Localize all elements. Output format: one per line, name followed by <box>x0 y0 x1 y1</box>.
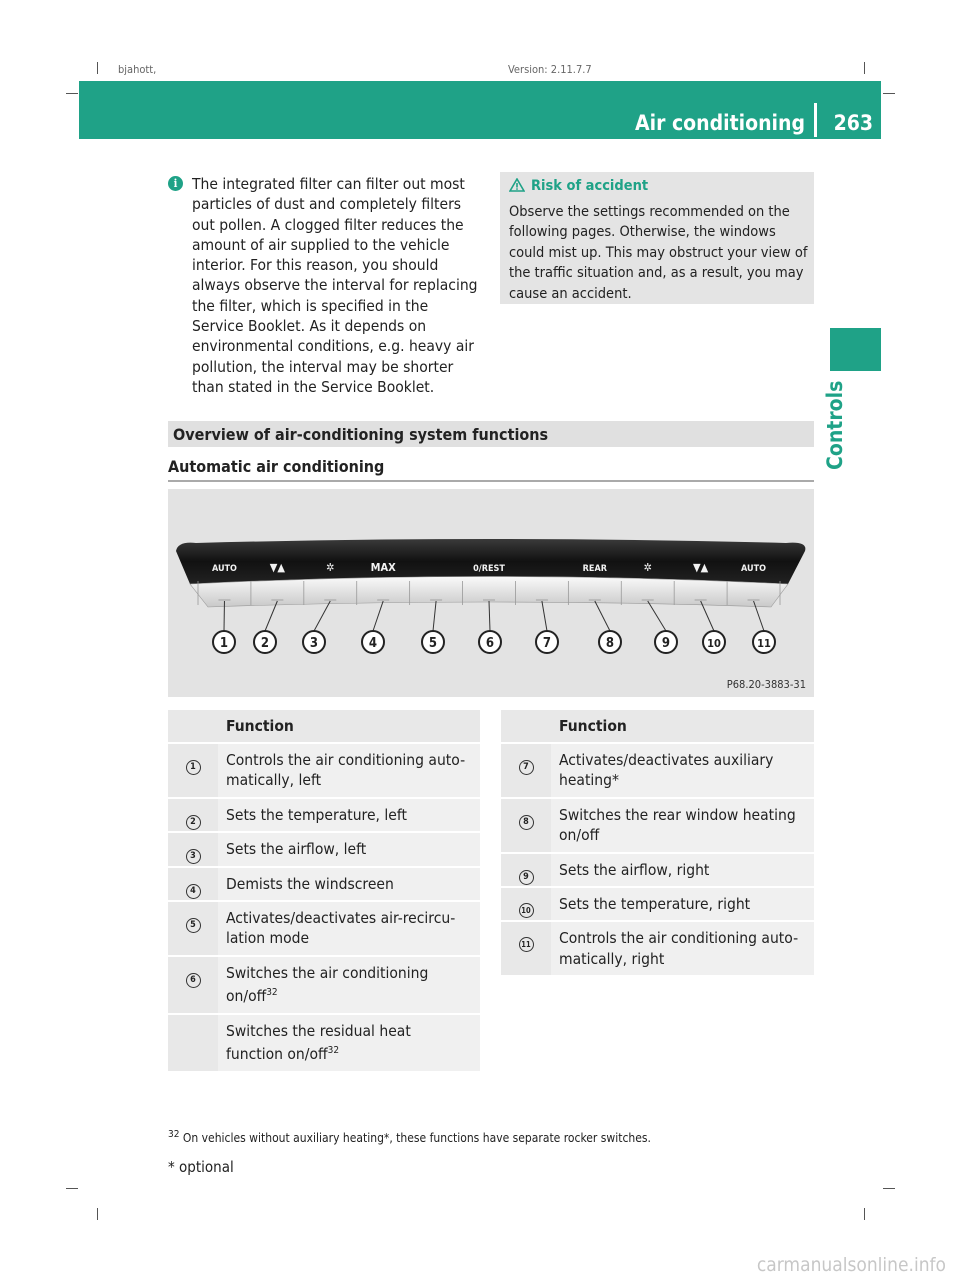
key-label: ✲ <box>643 561 652 574</box>
callout-label: 11 <box>757 637 771 650</box>
figure-code: P68.20-3883-31 <box>726 678 806 691</box>
callout-leader <box>542 601 547 631</box>
row-number-cell <box>501 798 551 853</box>
warning-box <box>500 172 814 304</box>
callout-leader <box>648 601 666 631</box>
row-description <box>218 743 480 798</box>
crop-mark <box>97 62 98 74</box>
key-indicator <box>695 599 707 601</box>
table-header-function: Function <box>551 710 814 743</box>
row-number-cell <box>501 921 551 976</box>
key-indicator <box>748 599 760 601</box>
callout-label: 3 <box>309 636 319 651</box>
side-tab-marker <box>830 328 881 371</box>
key-label: 0/REST <box>473 564 505 574</box>
table-header-row <box>168 710 480 743</box>
table-row <box>501 853 814 887</box>
callout-leader <box>265 601 277 631</box>
table-row <box>168 867 480 901</box>
callout-number: 9 <box>519 870 534 885</box>
row-number-cell <box>168 743 218 798</box>
key-label: REAR <box>582 564 607 574</box>
header-separator <box>814 103 817 137</box>
key-indicator <box>218 599 230 601</box>
row-description <box>551 921 814 976</box>
row-description <box>218 832 480 866</box>
row-number-cell <box>168 901 218 956</box>
row-text: Activates/deactivates auxiliary heating* <box>559 751 774 790</box>
callout-number: 5 <box>186 918 201 933</box>
callout-marker <box>655 631 677 653</box>
row-text: Sets the temperature, left <box>226 805 407 824</box>
warning-heading-text: Risk of accident <box>531 178 649 194</box>
info-text: The integrated filter can filter out most particles of dust and completely filters out pollen. A clogged filter reduces the amount of air supplied to the vehicle interior. For this reason, you should always observe the interval for replacing the filter, which is specified in the Service Booklet. As it depends on environmental conditions, e.g. heavy air pollution, the interval may be shorter than stated in the Service Booklet. <box>192 175 478 396</box>
callout-number: 3 <box>186 849 201 864</box>
callout-leader <box>489 601 490 631</box>
row-number-cell <box>501 887 551 921</box>
row-description <box>218 798 480 832</box>
key-label: AUTO <box>211 564 237 574</box>
callout-leader <box>433 601 436 631</box>
watermark: carmanualsonline.info <box>756 1254 946 1276</box>
warning-triangle-icon <box>509 178 525 192</box>
callout-leader <box>314 601 330 631</box>
table-row <box>168 956 480 1014</box>
row-number-cell <box>168 832 218 866</box>
callout-leader <box>701 601 714 631</box>
info-note <box>168 174 482 397</box>
info-icon: i <box>168 176 183 191</box>
row-description <box>551 743 814 798</box>
side-tab-label: Controls <box>823 380 847 470</box>
callout-leader <box>373 601 383 631</box>
footnote-text: On vehicles without auxiliary heating*, these functions have separate rocker switches. <box>182 1131 651 1145</box>
warning-text: Observe the settings recommended on the following pages. Otherwise, the windows could mist up. This may obstruct your view of the traffic situation and, as a result, you may cause an accident. <box>509 204 808 302</box>
control-panel-photo <box>168 489 814 697</box>
subsection-rule <box>168 480 814 482</box>
callout-marker <box>536 631 558 653</box>
row-number-cell <box>168 1014 218 1072</box>
key-label: ▼▲ <box>693 561 709 574</box>
row-number-cell <box>501 853 551 887</box>
print-meta-right: Version: 2.11.7.7 <box>508 63 592 76</box>
callout-label: 9 <box>661 636 671 651</box>
callout-label: 1 <box>219 636 229 651</box>
key-indicator <box>483 599 495 601</box>
callout-number: 10 <box>519 903 534 918</box>
table-row <box>501 743 814 798</box>
table-row <box>501 921 814 976</box>
row-description <box>218 901 480 956</box>
row-text: Switches the air conditioning on/off <box>226 963 429 1006</box>
footnote-ref: 32 <box>266 987 278 999</box>
callout-number: 11 <box>519 937 534 952</box>
control-panel-illustration <box>168 489 814 697</box>
callout-marker <box>254 631 276 653</box>
callout-marker <box>753 631 775 653</box>
key-indicator <box>589 599 601 601</box>
table-header-num <box>168 710 218 743</box>
callout-label: 7 <box>542 636 552 651</box>
callout-marker <box>599 631 621 653</box>
row-text: Activates/deactivates air-recircu-lation mode <box>226 909 456 948</box>
row-description <box>551 798 814 853</box>
callout-number: 2 <box>186 815 201 830</box>
function-table-left <box>168 710 480 1073</box>
crop-mark <box>864 62 865 74</box>
callout-label: 5 <box>428 636 438 651</box>
row-number-cell <box>168 798 218 832</box>
function-table-right <box>501 710 814 977</box>
key-indicator <box>642 599 654 601</box>
callout-label: 10 <box>707 637 721 650</box>
row-description <box>218 867 480 901</box>
crop-mark <box>66 93 78 94</box>
callout-label: 6 <box>485 636 495 651</box>
callout-marker <box>362 631 384 653</box>
callout-label: 4 <box>368 636 378 651</box>
callout-number: 1 <box>186 760 201 775</box>
callout-number: 7 <box>519 760 534 775</box>
table-row <box>168 743 480 798</box>
row-number-cell <box>168 956 218 1014</box>
row-description <box>551 887 814 921</box>
callout-marker <box>303 631 325 653</box>
warning-heading <box>509 178 648 194</box>
header-band <box>79 81 881 139</box>
crop-mark <box>883 1188 895 1189</box>
key-indicator <box>536 599 548 601</box>
key-indicator <box>377 599 389 601</box>
print-meta-left: bjahott, <box>118 63 157 76</box>
optional-note: * optional <box>168 1158 234 1176</box>
callout-number: 4 <box>186 884 201 899</box>
subsection-heading: Automatic air conditioning <box>168 457 385 476</box>
row-text: Demists the windscreen <box>226 874 394 893</box>
crop-mark <box>66 1188 78 1189</box>
table-header-function: Function <box>218 710 480 743</box>
row-text: Sets the airflow, right <box>559 860 710 879</box>
overview-title: Overview of air-conditioning system functions <box>173 425 549 444</box>
row-text: Switches the residual heat function on/off <box>226 1021 411 1064</box>
row-description <box>218 1014 480 1072</box>
callout-marker <box>479 631 501 653</box>
callout-marker <box>422 631 444 653</box>
callout-label: 2 <box>260 636 270 651</box>
table-row <box>168 832 480 866</box>
crop-mark <box>883 93 895 94</box>
row-number-cell <box>168 867 218 901</box>
key-label: AUTO <box>741 564 767 574</box>
key-indicator <box>271 599 283 601</box>
key-indicator <box>324 599 336 601</box>
table-row <box>168 1014 480 1072</box>
key-indicator <box>430 599 442 601</box>
callout-number: 6 <box>186 973 201 988</box>
crop-mark <box>97 1208 98 1220</box>
crop-mark <box>864 1208 865 1220</box>
callout-label: 8 <box>605 636 615 651</box>
footnote <box>168 1129 651 1145</box>
callout-leader <box>595 601 610 631</box>
footnote-ref: 32 <box>327 1045 340 1057</box>
page-number: 263 <box>833 111 873 135</box>
row-number-cell <box>501 743 551 798</box>
table-header-row <box>501 710 814 743</box>
table-header-num <box>501 710 551 743</box>
table-row <box>501 798 814 853</box>
callout-marker <box>213 631 235 653</box>
row-text: Sets the airflow, left <box>226 840 367 859</box>
key-label: MAX <box>370 561 396 574</box>
callout-marker <box>703 631 725 653</box>
row-text: Switches the rear window heating on/off <box>559 805 796 845</box>
row-text: Controls the air conditioning auto-matically, right <box>559 929 799 968</box>
table-row <box>168 901 480 956</box>
table-row <box>501 887 814 921</box>
row-description <box>551 853 814 887</box>
section-title: Air conditioning <box>635 111 805 135</box>
callout-number: 8 <box>519 815 534 830</box>
row-description <box>218 956 480 1014</box>
key-label: ✲ <box>326 561 335 574</box>
footnote-mark: 32 <box>168 1129 180 1140</box>
key-label: ▼▲ <box>269 561 285 574</box>
row-text: Controls the air conditioning auto-matically, left <box>226 751 466 790</box>
table-row <box>168 798 480 832</box>
row-text: Sets the temperature, right <box>559 895 751 914</box>
